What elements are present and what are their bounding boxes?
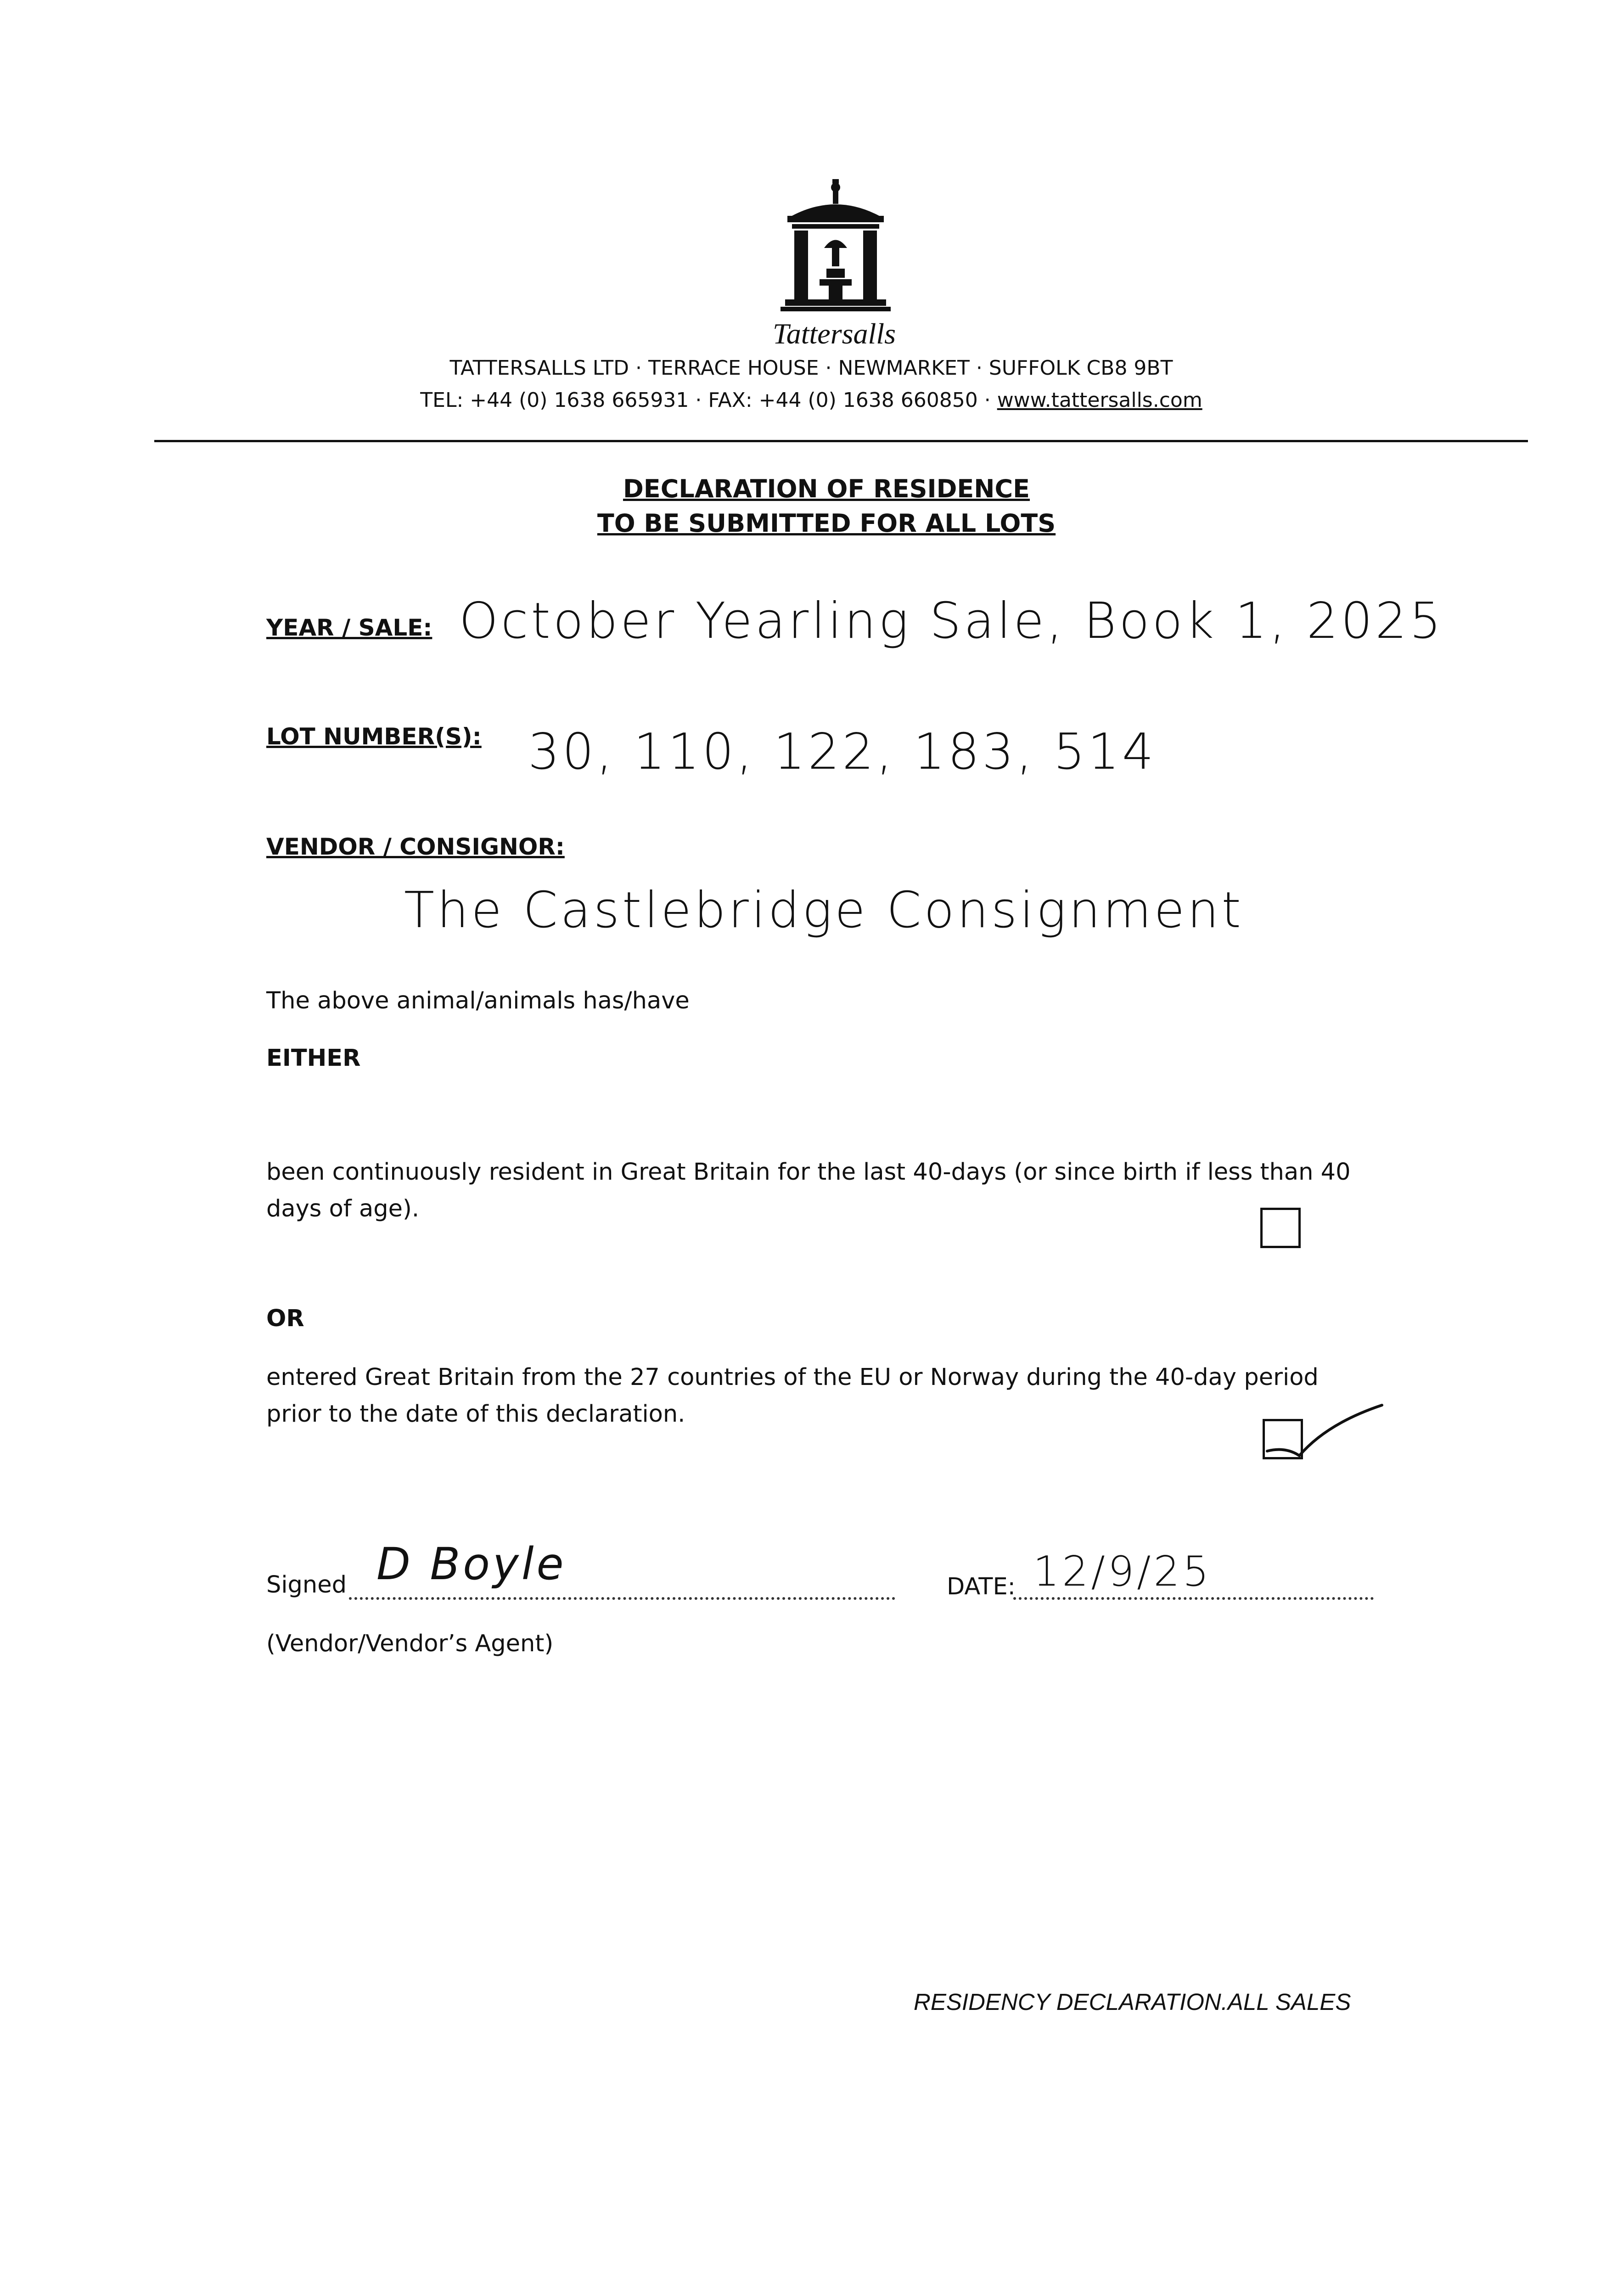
option2-line2: prior to the date of this declaration. <box>266 1401 685 1428</box>
signature-line <box>349 1597 895 1600</box>
tick-mark-icon <box>1258 1396 1387 1469</box>
option1-line1: been continuously resident in Great Britain for the last 40-days (or since birth if less than 40 <box>266 1159 1351 1186</box>
statement-intro: The above animal/animals has/have <box>266 987 690 1014</box>
tattersalls-logo-icon <box>781 179 891 317</box>
option2-line1: entered Great Britain from the 27 countries of the EU or Norway during the 40-day period <box>266 1364 1319 1391</box>
vendor-value: The Castlebridge Consignment <box>404 882 1244 939</box>
date-line <box>1013 1597 1374 1600</box>
date-value: 12/9/25 <box>1033 1548 1212 1596</box>
form-name: RESIDENCY DECLARATION.ALL SALES <box>914 1989 1351 2015</box>
header-divider <box>154 440 1528 442</box>
or-heading: OR <box>266 1305 304 1332</box>
either-heading: EITHER <box>266 1045 361 1072</box>
vendor-label: VENDOR / CONSIGNOR: <box>266 833 565 860</box>
signatory-role: (Vendor/Vendor’s Agent) <box>266 1630 554 1657</box>
signed-label: Signed <box>266 1571 347 1598</box>
option1-line2: days of age). <box>266 1195 420 1222</box>
year-sale-value: October Yearling Sale, Book 1, 2025 <box>459 592 1444 650</box>
lot-numbers-label: LOT NUMBER(S): <box>266 723 482 750</box>
year-sale-label: YEAR / SALE: <box>266 614 432 641</box>
company-contact <box>352 388 1270 412</box>
brand-name: Tattersalls <box>773 317 896 350</box>
document-subtitle: TO BE SUBMITTED FOR ALL LOTS <box>597 509 1056 538</box>
lot-numbers-value: 30, 110, 122, 183, 514 <box>528 723 1157 781</box>
website-link[interactable]: www.tattersalls.com <box>997 388 1202 412</box>
document-title: DECLARATION OF RESIDENCE <box>623 474 1030 503</box>
date-label: DATE: <box>947 1573 1016 1600</box>
company-address: TATTERSALLS LTD · TERRACE HOUSE · NEWMARKET · SUFFOLK CB8 9BT <box>449 356 1173 380</box>
signature-value: D Boyle <box>376 1538 567 1590</box>
option1-checkbox[interactable] <box>1260 1208 1301 1248</box>
contact-phone-fax: TEL: +44 (0) 1638 665931 · FAX: +44 (0) 1638 660850 · <box>420 388 997 412</box>
